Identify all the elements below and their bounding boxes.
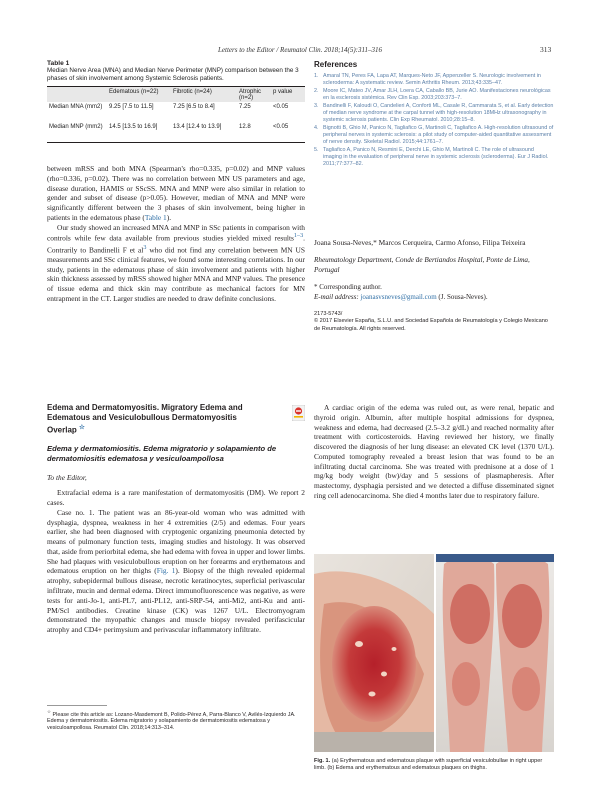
text: Our study showed an increased MNA and MNP in SSc patients in comparison with controls while few data available from previous studies yielded mixed results	[47, 222, 305, 243]
article-body-right	[314, 403, 554, 501]
footnote-rule	[47, 705, 107, 706]
citation-link[interactable]: 3	[143, 244, 147, 251]
table-row	[47, 122, 305, 142]
reference-number: 4.	[314, 125, 319, 132]
email-label: E-mail address:	[314, 292, 361, 301]
reference-list	[314, 73, 554, 168]
table-cell: Median MNP (mm2)	[49, 123, 103, 130]
table-cell: 7.25	[239, 103, 251, 110]
paragraph	[47, 508, 305, 635]
table-cell: 9.25 [7.5 to 11.5]	[109, 103, 154, 110]
table-1	[47, 87, 305, 142]
text: ). Biopsy of the thigh revealed epidermal atrophy, subepidermal bullous disease, necrotic keratinocytes, superficial perivascular infiltrate, mucin and dermal edema. Direct immunofluorescence was negative, as were tests for anti-Jo-1, anti-PL7, anti-PL12, anti-SRP-54, anti-Mi2, anti-Ku and anti-PM/Scl antibodies. Creatine kinase (CK) was 1267 U/L. Electromyogram demonstrated the myopathic changes and muscle biopsy revealed perifascicular atrophy and CD4+ perimysium and perivascular inflammatory infiltrate.	[47, 566, 306, 635]
footnote-mark-link[interactable]: ☆	[79, 423, 85, 431]
reference-item[interactable]	[314, 125, 554, 146]
text: Case no. 1. The patient was an 86-year-old woman who was admitted with dysphagia, dyspnea, weakness in her 4 extremities (2/5) and edemas. Four years earlier, she had been diagnosed with cryptogenic organizing pneumonia detected by means of pulmonary function tests, imaging studies and histology. It was observed that, aside from periorbital edema, she had edema with fovea in upper and lower limbs. She had plaques with vesiculobullous eruption on her forearms and erythematous and edematous eruption on her thighs (	[47, 507, 305, 576]
figure-1b-photo	[436, 554, 554, 752]
article-title	[47, 403, 247, 436]
text: . Contrarily to Bandinelli F et al	[47, 233, 305, 255]
corresponding-author: * Corresponding author.	[314, 283, 382, 292]
reference-text: Bandinelli F, Kaloudi O, Candelieri A, Conforti ML, Casale R, Cammarata S, et al. Early detection of median nerve syndrome at the carpal tunnel with high-resolution 18MHz ultrasonography in systemic sclerosis patients. Clin Exp Rheumatol. 2010;28:15–8.	[323, 103, 554, 124]
article-subtitle: Edema y dermatomiositis. Edema migratorio y solapamiento de dermatomiositis edematosa y vesiculoampollosa	[47, 443, 277, 463]
references-heading: References	[314, 60, 358, 69]
page-number: 313	[540, 45, 552, 54]
reference-item[interactable]	[314, 88, 554, 102]
paragraph: Extrafacial edema is a rare manifestation of dermatomyositis (DM). We report 2 cases.	[47, 488, 305, 508]
table-header-cell: Edematous (n=22)	[109, 88, 159, 95]
figure-label: Fig. 1.	[314, 758, 331, 764]
footnote-block	[47, 705, 305, 732]
table-header-cell	[47, 87, 107, 102]
email-link[interactable]: joanasvsneves@gmail.com	[360, 292, 437, 301]
article-title-text: Edema and Dermatomyositis. Migratory Edema and Edematous and Vesiculobullous Dermatomyositis Overlap	[47, 403, 243, 435]
article-body-left	[47, 488, 305, 634]
references-section	[314, 60, 554, 169]
reference-number: 2.	[314, 88, 319, 95]
table-caption: Median Nerve Area (MNA) and Median Nerve Perimeter (MNP) comparison between the 3 phases of skin involvement among Systemic Sclerosis patients.	[47, 67, 299, 83]
table-cell: <0.05	[273, 123, 289, 130]
table-cell: 12.8	[239, 123, 251, 130]
table-row	[47, 102, 305, 122]
table-cell: 13.4 [12.4 to 13.9]	[173, 123, 222, 130]
citation-link[interactable]: 1–3	[293, 233, 304, 240]
reference-text: Moore IC, Mateo JV, Amar JLH, Loera CA, Caballo BB, Jurie AO. Manifestaciones neurológicas en la esclerosis sistémica. Rev Clin Esp. 2003;203:373–7.	[323, 88, 551, 102]
reference-text: Bignotti B, Ghio M, Panico N, Tagliafico G, Martinoli C, Tagliafico A. High-resolution ultrasound of peripheral nerves in systemic sclerosis: a pilot study of computer-aided quantitative assessment of nerve density. Skeletal Radiol. 2015;44:1761–7.	[323, 125, 554, 146]
running-header: Letters to the Editor / Reumatol Clin. 2018;14(5):311–316	[218, 46, 382, 54]
table-cell: Median MNA (mm2)	[49, 103, 103, 110]
paragraph: A cardiac origin of the edema was ruled out, as were renal, hepatic and thyroid origin. Albumin, after multiple hospital admissions for dyspnea, weakness and edema, had decreased (2.5–3.2 g/dL) and reached normality after treatment with corticosteroids. Having reviewed her history, we finally discovered the diagnosis of her lung disease: an elevated CK level (1370 U/L). Computed tomography revealed a breast lesion that was found to be an infiltrating ductal carcinoma. She was treated with prednisone at a dose of 1 mg/kg body weight (bw)/day and 5 sessions of plasmapheresis. After mastectomy, dysphagia persisted and we detected a diffuse disseminated signet ring cell adenocarcinoma. She died 4 months later due to respiratory failure.	[314, 403, 554, 500]
footnote-text: Please cite this article as: Lozano-Masdemont B, Polido-Pérez A, Parra-Blanco V, Avilés-Izquierdo JA. Edema y dermatomiositis. Edema migratorio y solapamiento de dermatomiositis edematosa y vesiculoampollosa. Reumatol Clin. 2018;14:313–314.	[47, 711, 296, 732]
author-names: Joana Sousa-Neves,* Marcos Cerqueira, Carmo Afonso, Filipa Teixeira	[314, 238, 526, 247]
table-cell: <0.05	[273, 103, 289, 110]
salutation: To the Editor,	[47, 472, 87, 482]
table-bottom-rule	[47, 142, 305, 143]
table-header-cell: Atrophic (n=2)	[239, 88, 262, 101]
reference-number: 1.	[314, 73, 319, 79]
figure-caption	[314, 758, 554, 773]
table-header-cell: p value	[273, 88, 293, 95]
table-header-cell: Fibrotic (n=24)	[173, 88, 212, 95]
paragraph	[47, 164, 305, 223]
crossmark-icon[interactable]	[292, 405, 305, 421]
table-label: Table 1	[47, 60, 70, 67]
reference-number: 5.	[314, 147, 319, 154]
text: between mRSS and both MNA (Spearman's rho=0.335, p=0.02) and MNP values (rho=0.336, p=0.02). There was no correlation between MN US parameters and age, disease duration, HAMIS or SScSS. MNA and MNP were also similar in relation to gender and subset of disease (p>0.05). However, median of MNA and MNP were significantly different between the 3 phases of skin involvement, being higher in patients in the edematous phase (	[47, 164, 305, 222]
text: ).	[166, 212, 172, 222]
footnote-mark: ☆	[47, 708, 52, 714]
table-header-row	[47, 87, 305, 102]
reference-number: 3.	[314, 103, 319, 110]
reference-item[interactable]	[314, 147, 554, 168]
footnote	[47, 709, 305, 733]
table-1-block	[47, 60, 305, 143]
copyright: © 2017 Elsevier España, S.L.U. and Sociedad Española de Reumatología y Colegio Mexicano de Reumatología. All rights reserved.	[314, 318, 548, 332]
figure-1a-photo	[314, 554, 434, 752]
text: (J. Sousa-Neves).	[436, 292, 488, 301]
text: who did not find any correlation between MN US measurements and SSc clinical features, we found some interesting correlations. In our study, patients in the edematous phase of skin involvement and patients with higher skin thickness assessed by mRSS showed higher MNA and MNP values. The presence of tissue edema and thick skin may contribute as mechanical factors for MN entrapment in the CT. Larger studies are needed to draw definite conclusions.	[47, 245, 305, 303]
table-cell: 14.5 [13.5 to 16.9]	[109, 123, 158, 130]
email-line	[314, 293, 554, 302]
reference-text: Amaral TN, Peres FA, Lapa AT, Marques-Neto JF, Appenzeller S. Neurologic involvement in scleroderma: A systematic review. Semin Arthritis Rheum. 2013;43:335–47.	[323, 73, 541, 86]
reference-item[interactable]	[314, 73, 554, 87]
table-cell: 7.25 [6.5 to 8.4]	[173, 103, 215, 110]
author-block	[314, 238, 554, 333]
reference-text: Tagliafico A, Panico N, Resmini E, Derchi LE, Ghio M, Martinoli C. The role of ultrasound imaging in the evaluation of peripheral nerve in systemic sclerosis (scleroderma). Eur J Radiol. 2011;77:377–82.	[323, 147, 549, 168]
figure-1-link[interactable]: Fig. 1	[156, 566, 176, 576]
left-column-continued-text	[47, 164, 305, 304]
paragraph	[47, 223, 305, 304]
article-header	[47, 403, 305, 635]
issn: 2173-5743/	[314, 310, 343, 317]
table-1-link[interactable]: Table 1	[144, 212, 167, 222]
affiliation: Rheumatology Department, Conde de Bertiandos Hospital, Ponte de Lima, Portugal	[314, 255, 530, 274]
figure-caption-text: (a) Erythematous and edematous plaque with superficial vesiculobullae in right upper limb. (b) Edema and erythematous and edematous plaques on thighs.	[314, 758, 543, 772]
reference-item[interactable]	[314, 103, 554, 124]
